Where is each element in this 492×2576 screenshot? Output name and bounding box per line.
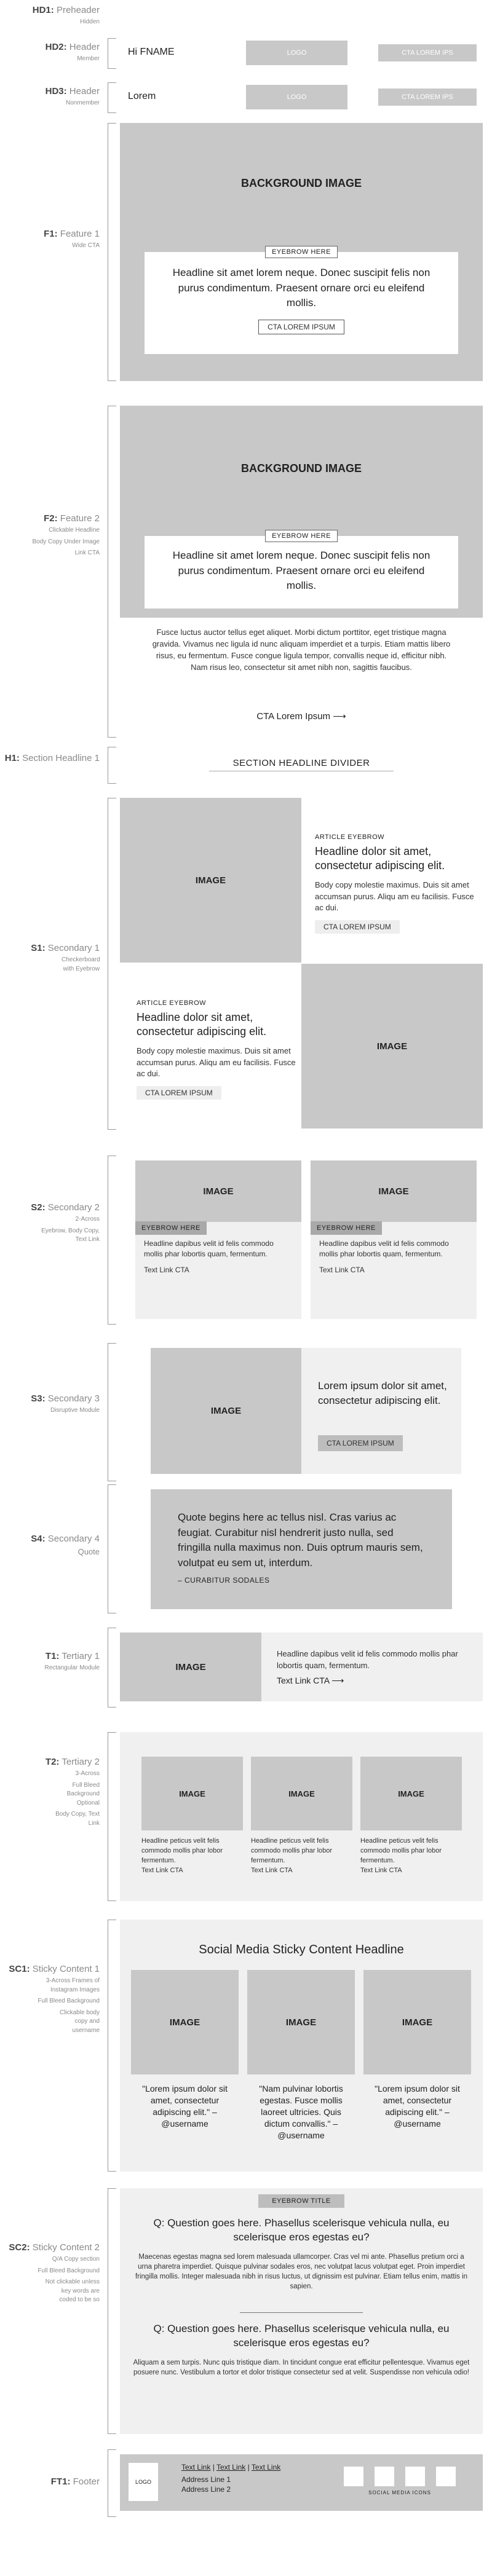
- greeting-text: Hi FNAME: [128, 47, 175, 57]
- section-label: S1: Secondary 1 Checkerboard with Eyebrow: [31, 943, 100, 972]
- feature-body-copy: Fusce luctus auctor tellus eget aliquet. Morbi dictum porttitor, eget tristique magna gravida. Vivamus nec ligula id nunc aliquam imperdiet et a turpis. Etiam mattis libero risus, eu fermentum. Fusce congue ligula tempor, convallis neque id, efficitur nibh. Nam risus leo, consectetur sit amet nibh non, sagittis faucibus.: [152, 628, 451, 672]
- section-bracket: [108, 747, 116, 784]
- cta-button[interactable]: CTA LOREM IPSUM: [318, 1435, 403, 1451]
- eyebrow: EYEBROW HERE: [311, 1221, 382, 1235]
- instagram-quote[interactable]: "Lorem ipsum dolor sit amet, consectetur adipiscing elit." – @username: [375, 2084, 460, 2129]
- section-hd2-header-member: [0, 38, 492, 73]
- section-bracket: [108, 1920, 116, 2172]
- quote-text: Quote begins here ac tellus nisl. Cras varius ac feugiat. Curabitur nisl hendrerit justo nulla, sed fringilla nulla maximus non. Duis optrum mauris sem, volutpat eu sem ut, interdum.: [178, 1511, 423, 1569]
- header-logo[interactable]: LOGO: [246, 41, 347, 65]
- quote-attribution: – CURABITUR SODALES: [178, 1575, 270, 1585]
- section-label: F2: Feature 2 Clickable Headline Body Copy Under Image Link CTA: [32, 513, 100, 556]
- card-body: Headline dapibus velit id felis commodo mollis phar lobortis quam, fermentum.: [144, 1239, 274, 1259]
- section-bracket: [108, 82, 116, 113]
- article-body: Body copy molestie maximus. Duis sit amet accumsan purus. Aliqu am eu facilisis. Fusce ac dui.: [315, 880, 474, 913]
- question: Q: Question goes here. Phasellus scelerisque vehicula nulla, eu scelerisque eros egestas eu?: [153, 2217, 450, 2243]
- eyebrow: EYEBROW HERE: [265, 246, 338, 258]
- header-text: Lorem: [128, 91, 156, 101]
- footer-link[interactable]: Text Link: [251, 2463, 281, 2472]
- section-bracket: [108, 1628, 116, 1707]
- social-icon[interactable]: [436, 2467, 456, 2486]
- footer-address: Address Line 1 Address Line 2: [181, 2475, 231, 2494]
- card: [251, 1757, 352, 1876]
- section-label: HD1: Preheader Hidden: [32, 5, 100, 25]
- instagram-card: [363, 1970, 471, 2130]
- article-image[interactable]: IMAGE: [301, 964, 483, 1128]
- section-bracket: [108, 38, 116, 69]
- card-image[interactable]: IMAGE: [141, 1757, 243, 1830]
- social-icon[interactable]: [405, 2467, 425, 2486]
- section-f2-feature: [0, 406, 492, 738]
- disruptive-module: [151, 1348, 461, 1474]
- section-t1-rectangular: [0, 1628, 492, 1707]
- module-body: Headline dapibus velit id felis commodo mollis phar lobortis quam, fermentum.: [277, 1649, 458, 1670]
- social-icon[interactable]: [375, 2467, 394, 2486]
- section-ft1-footer: [0, 2449, 492, 2517]
- full-bleed-background: [120, 1920, 483, 2172]
- instagram-quote[interactable]: "Nam pulvinar lobortis egestas. Fusce mollis laoreet ultricies. Quis dictum convallis." – @username: [259, 2084, 343, 2140]
- answer: Aliquam a sem turpis. Nunc quis tristique diam. In tincidunt congue erat efficitur pellentesque. Vivamus eget posuere nunc. Vestibulum a tortor et dolor tristique consectetur sed at velit. Suspendisse non vehicula odio!: [133, 2358, 470, 2376]
- text-link-cta[interactable]: Text Link CTA: [144, 1265, 189, 1274]
- card: [141, 1757, 243, 1876]
- article-headline[interactable]: Headline dolor sit amet, consectetur adipiscing elit.: [137, 1011, 267, 1038]
- section-bracket: [108, 1732, 116, 1901]
- card-image[interactable]: IMAGE: [311, 1160, 477, 1222]
- feature-card: [145, 248, 458, 354]
- eyebrow-title: EYEBROW TITLE: [258, 2194, 344, 2208]
- background-image: [120, 123, 483, 381]
- header-logo[interactable]: LOGO: [246, 85, 347, 109]
- cta-button[interactable]: CTA LOREM IPSUM: [258, 320, 344, 334]
- section-label: H1: Section Headline 1: [4, 753, 100, 763]
- feature-headline[interactable]: Headline sit amet lorem neque. Donec suscipit felis non purus condimentum. Praesent ornare orci eu eleifend mollis.: [172, 549, 430, 592]
- text-link-cta[interactable]: Text Link CTA: [319, 1265, 365, 1274]
- article-image[interactable]: IMAGE: [120, 798, 301, 963]
- background-image-label: BACKGROUND IMAGE: [241, 462, 362, 475]
- section-label: HD2: Header Member: [45, 42, 100, 62]
- background-image: [120, 406, 483, 618]
- section-bracket: [108, 1484, 116, 1613]
- footer-link[interactable]: Text Link: [181, 2463, 211, 2472]
- full-bleed-background: [120, 2188, 483, 2434]
- social-media-icons: [326, 2467, 474, 2495]
- text-link-cta[interactable]: Text Link CTA: [360, 1866, 402, 1874]
- social-icons-label: SOCIAL MEDIA ICONS: [368, 2490, 431, 2495]
- section-headline: SECTION HEADLINE DIVIDER: [209, 758, 394, 771]
- card-body: Headline peticus velit felis commodo mollis phar lobor fermentum.: [141, 1837, 223, 1864]
- article-block: [137, 999, 300, 1100]
- background-image-label: BACKGROUND IMAGE: [241, 177, 362, 189]
- text-link-cta[interactable]: Text Link CTA: [141, 1866, 183, 1874]
- section-h1-headline-divider: [0, 747, 492, 784]
- section-bracket: [108, 2188, 116, 2434]
- section-t2-three-across: [0, 1732, 492, 1901]
- qa-item: [132, 2216, 470, 2291]
- section-label: S4: Secondary 4 Quote: [31, 1534, 100, 1556]
- section-label: S2: Secondary 2 2-Across Eyebrow, Body Copy, Text Link: [31, 1202, 100, 1243]
- section-label: SC2: Sticky Content 2 Q/A Copy section Full Bleed Background Not clickable unless key words are coded to be so: [9, 2242, 100, 2303]
- module-headline: Lorem ipsum dolor sit amet, consectetur adipiscing elit.: [318, 1380, 447, 1406]
- instagram-image[interactable]: IMAGE: [247, 1970, 355, 2074]
- card-image[interactable]: IMAGE: [360, 1757, 462, 1830]
- sticky-headline: Social Media Sticky Content Headline: [199, 1943, 404, 1956]
- card: [135, 1160, 301, 1319]
- instagram-card: [247, 1970, 355, 2141]
- feature-card[interactable]: [145, 532, 458, 609]
- instagram-image[interactable]: IMAGE: [131, 1970, 239, 2074]
- section-s1-checkerboard: [0, 798, 492, 1130]
- article-body: Body copy molestie maximus. Duis sit amet accumsan purus. Aliqu am eu facilisis. Fusce ac dui.: [137, 1046, 296, 1079]
- footer-bar: [120, 2454, 483, 2511]
- footer-links: Text Link | Text Link | Text Link: [181, 2463, 281, 2472]
- article-eyebrow: ARTICLE EYEBROW: [137, 999, 207, 1007]
- answer: Maecenas egestas magna sed lorem malesuada ullamcorper. Cras vel mi ante. Phasellus pretium orci a urna pharetra imperdiet. Quisque pulvinar sodales eros, nec volutpat lacus volutpat eget. Proin imperdiet fringilla mollis. Integer malesuada nibh in risus luctus, ut dignissim est pulvinar. Etiam tellus enim, mattis in sapien.: [135, 2253, 468, 2291]
- eyebrow: EYEBROW HERE: [265, 530, 338, 542]
- card-body: Headline peticus velit felis commodo mollis phar lobor fermentum.: [251, 1837, 333, 1864]
- section-s4-quote: [0, 1484, 492, 1613]
- text-link-cta[interactable]: Text Link CTA: [251, 1866, 293, 1874]
- card: [360, 1757, 462, 1876]
- qa-item: [132, 2322, 470, 2377]
- qa-divider: [240, 2312, 363, 2313]
- header-cta-button[interactable]: CTA LOREM IPS: [378, 89, 477, 106]
- rectangular-module: [120, 1633, 483, 1701]
- article-eyebrow: ARTICLE EYEBROW: [315, 833, 385, 841]
- section-label: HD3: Header Nonmember: [45, 86, 100, 106]
- section-hd1: [0, 5, 492, 30]
- card-image[interactable]: IMAGE: [251, 1757, 352, 1830]
- section-label: F1: Feature 1 Wide CTA: [44, 229, 100, 249]
- quote-block: [151, 1489, 452, 1609]
- card-body: Headline dapibus velit id felis commodo mollis phar lobortis quam, fermentum.: [319, 1239, 449, 1259]
- section-bracket: [108, 123, 116, 381]
- module-image[interactable]: IMAGE: [151, 1348, 301, 1474]
- section-hd3-header-nonmember: [0, 82, 492, 117]
- instagram-image[interactable]: IMAGE: [363, 1970, 471, 2074]
- section-bracket: [108, 1156, 116, 1325]
- cta-button[interactable]: CTA LOREM IPSUM: [315, 920, 400, 934]
- arrow-right-icon: ⟶: [331, 1676, 344, 1685]
- module-image[interactable]: IMAGE: [120, 1633, 261, 1701]
- card-image[interactable]: IMAGE: [135, 1160, 301, 1222]
- section-label: T2: Tertiary 2 3-Across Full Bleed Background Optional Body Copy, Text Link: [45, 1757, 100, 1827]
- section-label: FT1: Footer: [50, 2476, 100, 2487]
- section-f1-feature: [0, 123, 492, 381]
- text-link-cta[interactable]: Text Link CTA ⟶: [277, 1676, 344, 1685]
- section-bracket: [108, 798, 116, 1130]
- article-block: [315, 833, 478, 934]
- section-label: S3: Secondary 3 Disruptive Module: [31, 1393, 100, 1414]
- cta-button[interactable]: CTA LOREM IPSUM: [137, 1086, 221, 1100]
- card-body: Headline peticus velit felis commodo mollis phar lobor fermentum.: [360, 1837, 442, 1864]
- question: Q: Question goes here. Phasellus scelerisque vehicula nulla, eu scelerisque eros egestas eu?: [153, 2323, 450, 2349]
- feature-headline: Headline sit amet lorem neque. Donec suscipit felis non purus condimentum. Praesent ornare orci eu eleifend mollis.: [172, 267, 430, 309]
- instagram-quote[interactable]: "Lorem ipsum dolor sit amet, consectetur adipiscing elit." – @username: [142, 2084, 228, 2129]
- eyebrow: EYEBROW HERE: [135, 1221, 207, 1235]
- instagram-card: [131, 1970, 239, 2130]
- section-s2-two-across: [0, 1156, 492, 1325]
- article-headline[interactable]: Headline dolor sit amet, consectetur adipiscing elit.: [315, 845, 445, 872]
- section-label: SC1: Sticky Content 1 3-Across Frames of Instagram Images Full Bleed Background Clickable body copy and username: [9, 1964, 100, 2034]
- section-bracket: [108, 1343, 116, 1481]
- full-bleed-background: [120, 1732, 483, 1901]
- link-cta[interactable]: CTA Lorem Ipsum ⟶: [256, 711, 346, 722]
- section-sc1-social-sticky: [0, 1920, 492, 2172]
- section-bracket: [108, 406, 116, 738]
- social-icon[interactable]: [344, 2467, 363, 2486]
- arrow-right-icon: ⟶: [333, 711, 346, 722]
- section-label: T1: Tertiary 1 Rectangular Module: [44, 1651, 100, 1671]
- footer-link[interactable]: Text Link: [216, 2463, 246, 2472]
- section-s3-disruptive: [0, 1343, 492, 1481]
- header-cta-button[interactable]: CTA LOREM IPS: [378, 44, 477, 61]
- card: [311, 1160, 477, 1319]
- section-bracket: [108, 2449, 116, 2517]
- footer-logo[interactable]: LOGO: [129, 2463, 158, 2501]
- section-sc2-qa-sticky: [0, 2188, 492, 2434]
